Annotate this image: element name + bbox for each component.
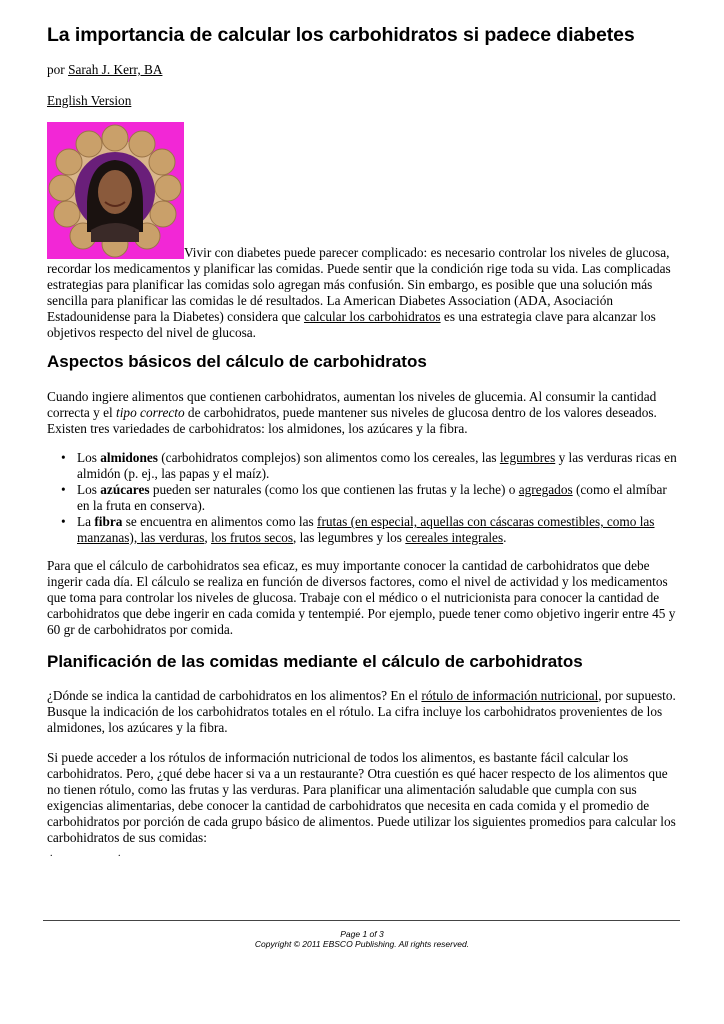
list-item-bold-term: fibra — [94, 514, 123, 529]
list-item-text: . — [503, 530, 507, 545]
list-item-text: , las legumbres y los — [293, 530, 406, 545]
basics-italic-text: tipo correcto — [116, 405, 185, 420]
english-version-paragraph — [47, 93, 679, 109]
list-item-text: Los — [77, 482, 101, 497]
list-item-starches — [77, 450, 679, 482]
copyright-notice: Copyright © 2011 EBSCO Publishing. All rights reserved. — [254, 939, 470, 949]
nutrition-text-start: ¿Dónde se indica la cantidad de carbohidratos en los alimentos? En el — [47, 688, 422, 703]
intro-text-end: es una estrategia clave para alcanzar los objetivos respecto del nivel de glucosa. — [47, 309, 656, 340]
author-link[interactable]: Sarah J. Kerr, BA — [68, 62, 163, 77]
truncated-line-marks — [47, 849, 147, 859]
meal-planning-paragraph: Si puede acceder a los rótulos de información nutricional de todos los alimentos, es bastante fácil calcular los carbohidratos. Pero, ¿qué debe hacer si va a un restaurante? Otra cuestión es qué hacer respecto de los alimentos que no tienen rótulo, como las frutas y las verduras. Para planificar una alimentación saludable que cumpla con sus exigencias alimentarias, debe conocer la cantidad de carbohidratos que necesita en cada comida y el promedio de carbohidratos por porción de cada grupo básico de alimentos. Puede utilizar los siguientes promedios para calcular los carbohidratos de sus comidas: — [47, 750, 676, 845]
intro-text-start: Vivir con diabetes puede parecer complicado: es necesario controlar los niveles de glucosa, recordar los medicamentos y planificar las comidas. Puede sentir que la condición rige toda su vida. Las complicadas estrategias para planificar las comidas solo agregan más confusión. Sin embargo, es posible que una solución más sencilla para planificar las comidas le dé resultados. La American Diabetes Association (ADA, Asociación Estadounidense para la Diabetes) considera que — [47, 245, 671, 324]
list-item-text: y las verduras ricas en almidón (p. ej., las papas y el maíz). — [77, 450, 677, 481]
list-item-fiber — [77, 514, 679, 546]
fruits-vegetables-link[interactable]: frutas (en especial, aquellas con cáscaras comestibles, como las manzanas), las verduras — [77, 514, 655, 545]
added-sugars-link[interactable]: agregados — [518, 482, 573, 497]
list-item-bold-term: almidones — [100, 450, 158, 465]
legumes-link[interactable]: legumbres — [499, 450, 556, 465]
byline — [47, 62, 679, 78]
nutrition-label-link[interactable]: rótulo de información nutricional — [421, 688, 599, 703]
intro-paragraph — [47, 245, 679, 341]
footer-divider — [43, 920, 680, 921]
list-item-text: (carbohidratos complejos) son alimentos como los cereales, las — [157, 450, 500, 465]
section-heading-meal-planning: Planificación de las comidas mediante el cálculo de carbohidratos — [47, 652, 583, 671]
list-item-sugars — [77, 482, 679, 514]
nutrition-label-paragraph — [47, 688, 679, 736]
byline-prefix: por — [47, 62, 69, 77]
basics-paragraph — [47, 389, 679, 437]
list-item-text: se encuentra en alimentos como las — [122, 514, 318, 529]
english-version-link[interactable]: English Version — [47, 93, 132, 108]
carb-counting-link[interactable]: calcular los carbohidratos — [303, 309, 441, 324]
author-photo — [47, 122, 184, 259]
list-item-text: Los — [77, 450, 101, 465]
author-photo-image — [47, 122, 184, 259]
list-item-text: pueden ser naturales (como los que contienen las frutas y la leche) o — [149, 482, 519, 497]
carb-types-list — [47, 450, 679, 546]
basics-text-end: de carbohidratos, puede mantener sus niveles de glucosa dentro de los valores deseados. Existen tres variedades de carbohidratos: los almidones, los azúcares y la fibra. — [47, 405, 657, 436]
daily-carbs-paragraph: Para que el cálculo de carbohidratos sea eficaz, es muy importante conocer la cantidad de carbohidratos que debe ingerir cada día. El cálculo se realiza en función de diversos factores, como el nivel de actividad y los medicamentos que toma para controlar los niveles de glucosa. Trabaje con el médico o el nutricionista para conocer la cantidad de carbohidratos que debe ingerir en cada comida y tentempié. Por ejemplo, puede tener como objetivo ingerir entre 45 y 60 gr de carbohidratos por comida. — [47, 558, 676, 637]
list-item-text: La — [77, 514, 95, 529]
list-item-bold-term: azúcares — [100, 482, 150, 497]
basics-text-start: Cuando ingiere alimentos que contienen carbohidratos, aumentan los niveles de glucemia. Al consumir la cantidad correcta y el — [47, 389, 657, 420]
section-heading-basics: Aspectos básicos del cálculo de carbohidratos — [47, 352, 427, 371]
list-item-text: , — [204, 530, 212, 545]
cut-mark: . — [50, 848, 53, 859]
whole-grains-link[interactable]: cereales integrales — [405, 530, 504, 545]
page-number: Page 1 of 3 — [340, 929, 384, 939]
cut-mark: . — [118, 848, 121, 859]
nutrition-text-end: , por supuesto. Busque la indicación de los carbohidratos totales en el rótulo. La cifra incluye los carbohidratos provenientes de los almidones, los azúcares y la fibra. — [47, 688, 676, 735]
nuts-link[interactable]: los frutos secos — [211, 530, 294, 545]
article-title: La importancia de calcular los carbohidratos si padece diabetes — [47, 24, 635, 46]
list-item-text: (como el almíbar en la fruta en conserva). — [77, 482, 667, 513]
